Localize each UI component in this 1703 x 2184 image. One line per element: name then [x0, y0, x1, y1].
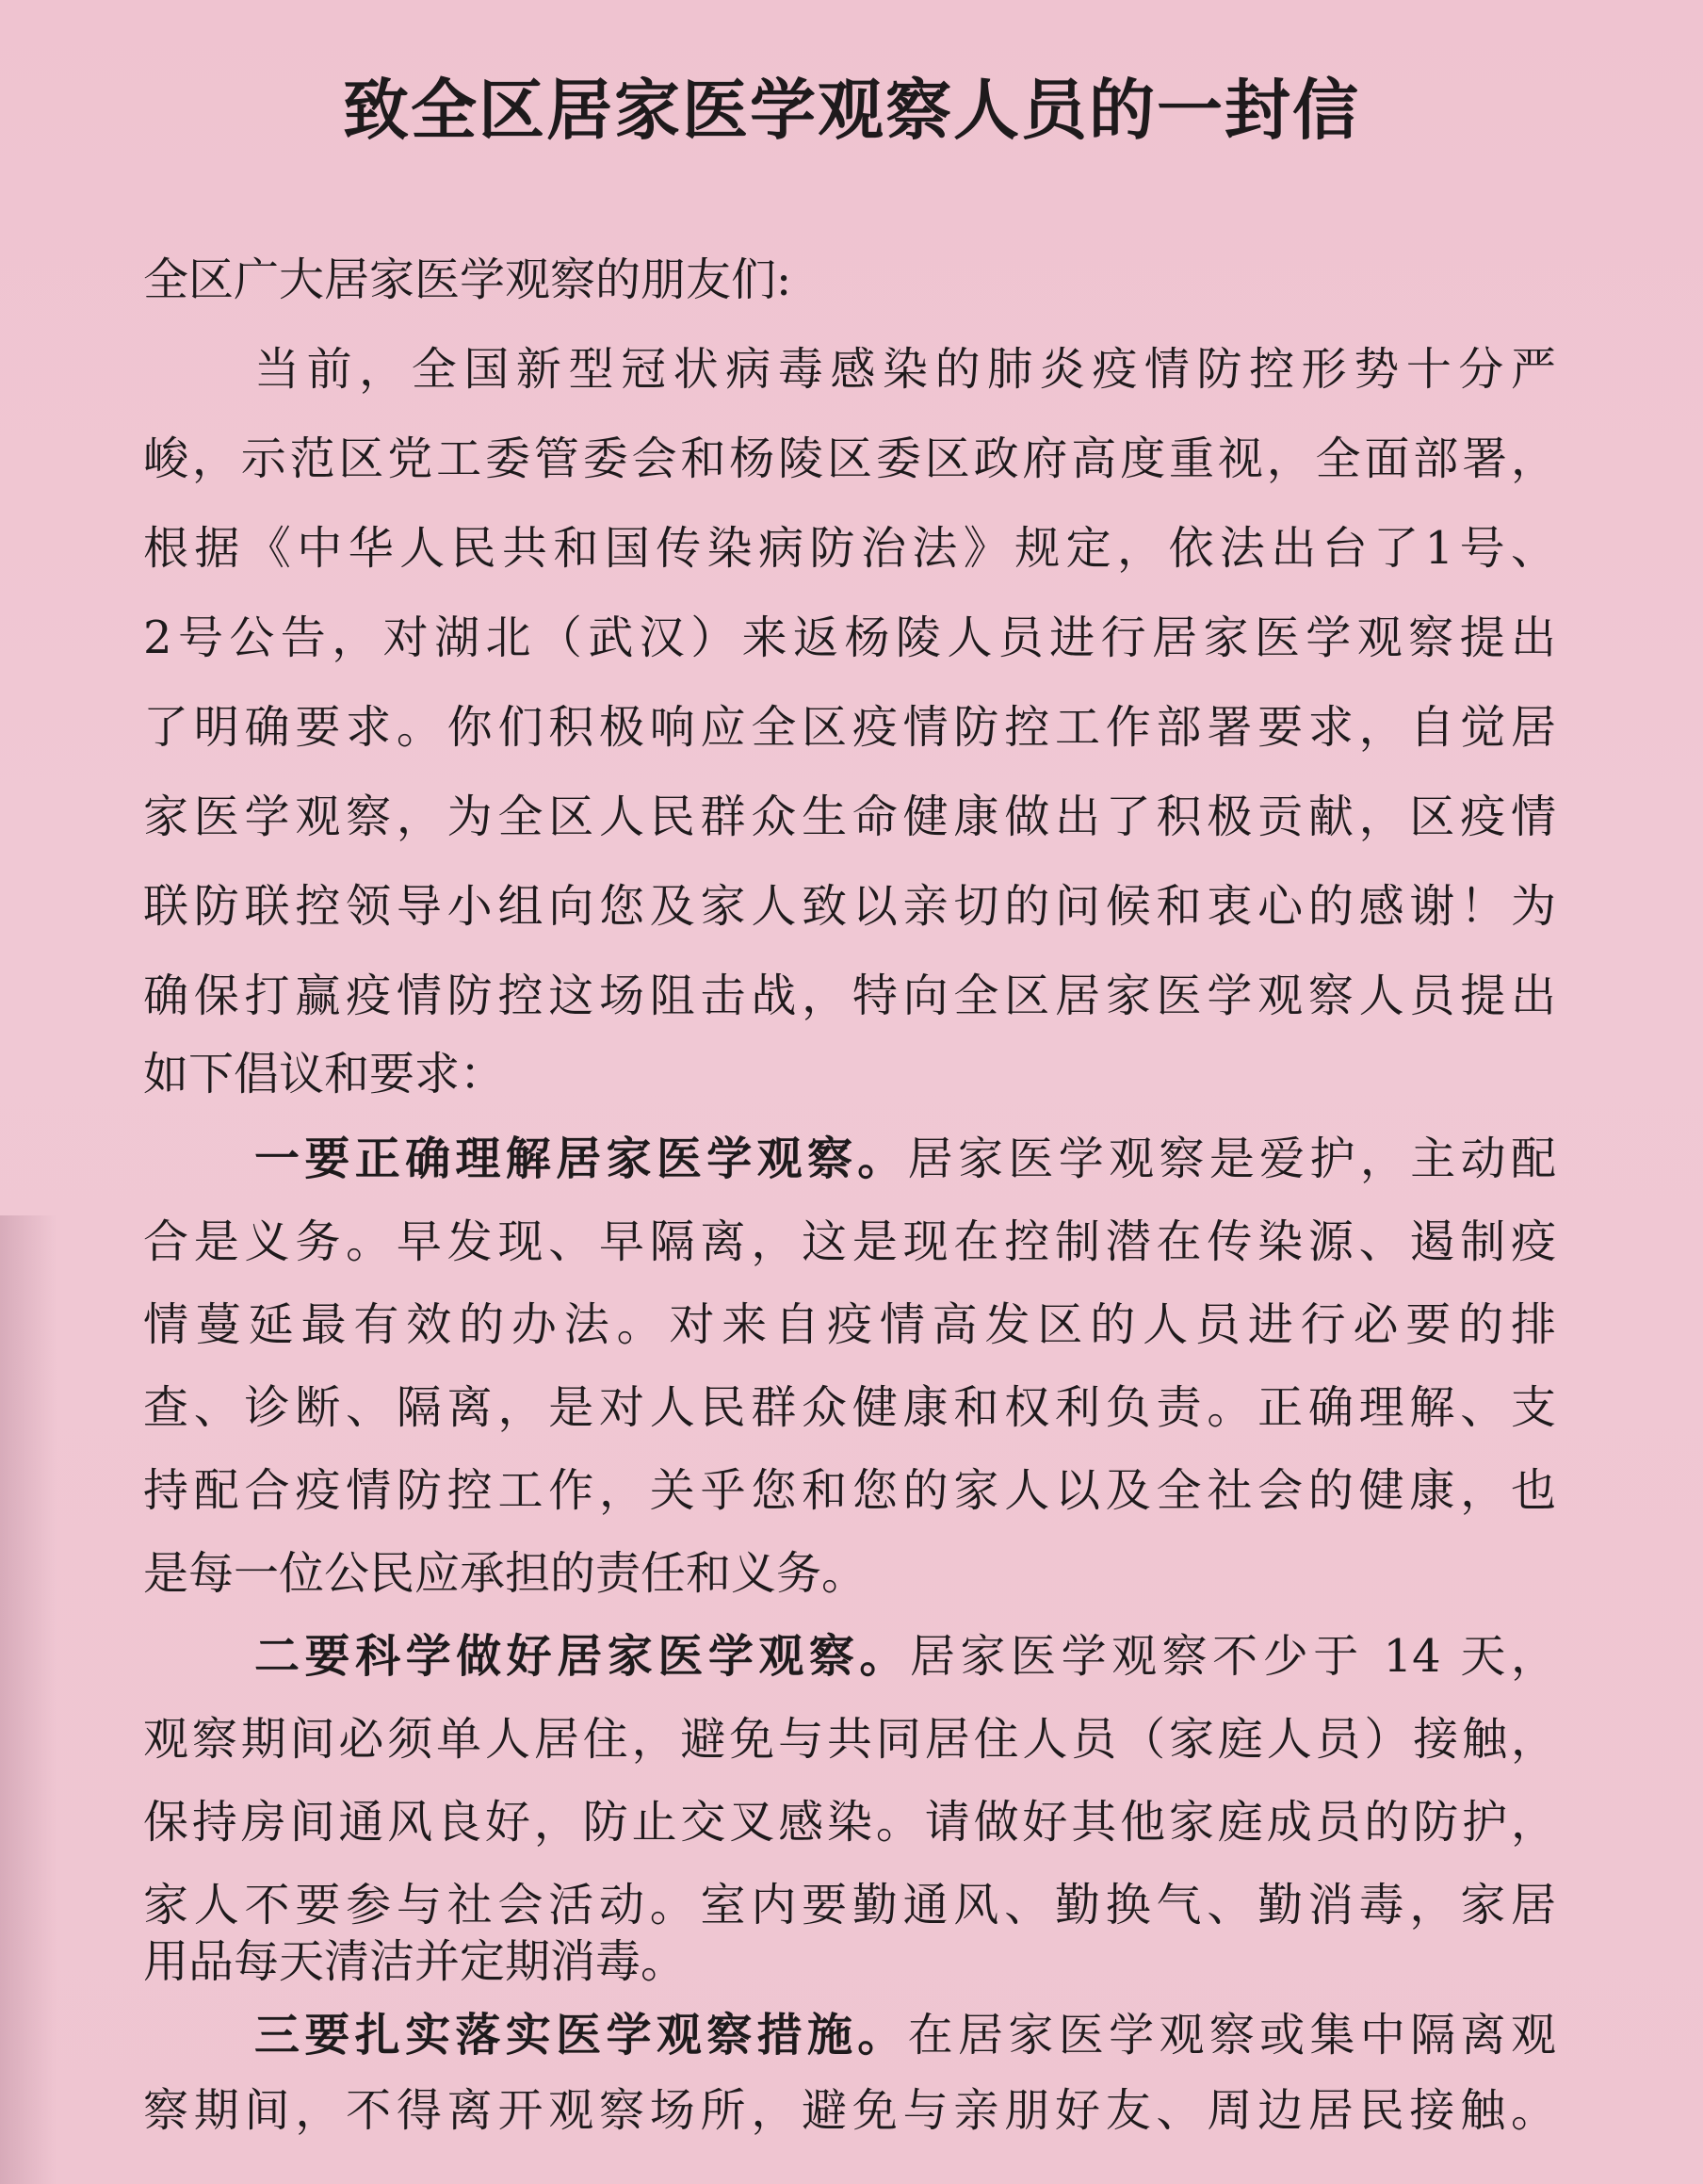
salutation: 全区广大居家医学观察的朋友们:: [143, 253, 792, 306]
section-1-first-line: [143, 1126, 1556, 1192]
section-heading: 二要科学做好居家医学观察。: [254, 1630, 910, 1683]
section-text: 居家医学观察是爱护，主动配: [907, 1133, 1556, 1185]
section-3-first-line: [143, 2002, 1556, 2068]
section-text: 在居家医学观察或集中隔离观: [907, 2009, 1556, 2062]
page-shadow: [0, 1215, 57, 2184]
section-1-line: 合是义务。早发现、早隔离，这是现在控制潜在传染源、遏制疫: [143, 1215, 1556, 1268]
intro-line: 当前，全国新型冠状病毒感染的肺炎疫情防控形势十分严: [254, 343, 1556, 396]
section-1-line: 情蔓延最有效的办法。对来自疫情高发区的人员进行必要的排: [143, 1298, 1556, 1351]
letter-title: 致全区居家医学观察人员的一封信: [343, 72, 1360, 149]
section-2-line: 观察期间必须单人居住，避免与共同居住人员（家庭人员）接触，: [143, 1713, 1556, 1766]
section-1-line: 持配合疫情防控工作，关乎您和您的家人以及全社会的健康，也: [143, 1464, 1556, 1517]
intro-line: 峻，示范区党工委管委会和杨陵区委区政府高度重视，全面部署，: [143, 432, 1556, 485]
intro-line: 了明确要求。你们积极响应全区疫情防控工作部署要求，自觉居: [143, 701, 1556, 754]
intro-line: 根据《中华人民共和国传染病防治法》规定，依法出台了1号、: [143, 522, 1556, 575]
section-text: 居家医学观察不少于 14 天，: [909, 1630, 1556, 1683]
intro-line: 联防联控领导小组向您及家人致以亲切的问候和衷心的感谢！为: [143, 880, 1556, 933]
section-2-line: 保持房间通风良好，防止交叉感染。请做好其他家庭成员的防护，: [143, 1796, 1556, 1849]
intro-line: 确保打赢疫情防控这场阻击战，特向全区居家医学观察人员提出: [143, 970, 1556, 1022]
section-heading: 一要正确理解居家医学观察。: [254, 1133, 908, 1185]
intro-line: 家医学观察，为全区人民群众生命健康做出了积极贡献，区疫情: [143, 790, 1556, 843]
intro-line: 如下倡议和要求：: [143, 1048, 506, 1100]
intro-line: 2号公告，对湖北（武汉）来返杨陵人员进行居家医学观察提出: [143, 611, 1556, 664]
section-1-line: 查、诊断、隔离，是对人民群众健康和权利负责。正确理解、支: [143, 1381, 1556, 1434]
section-2-line: 家人不要参与社会活动。室内要勤通风、勤换气、勤消毒，家居: [143, 1879, 1556, 1931]
section-3-line: 察期间，不得离开观察场所，避免与亲朋好友、周边居民接触。: [143, 2084, 1556, 2137]
section-1-line: 是每一位公民应承担的责任和义务。: [143, 1547, 868, 1600]
section-2-line: 用品每天清洁并定期消毒。: [143, 1935, 687, 1988]
section-2-first-line: [143, 1623, 1556, 1689]
section-heading: 三要扎实落实医学观察措施。: [254, 2009, 908, 2062]
